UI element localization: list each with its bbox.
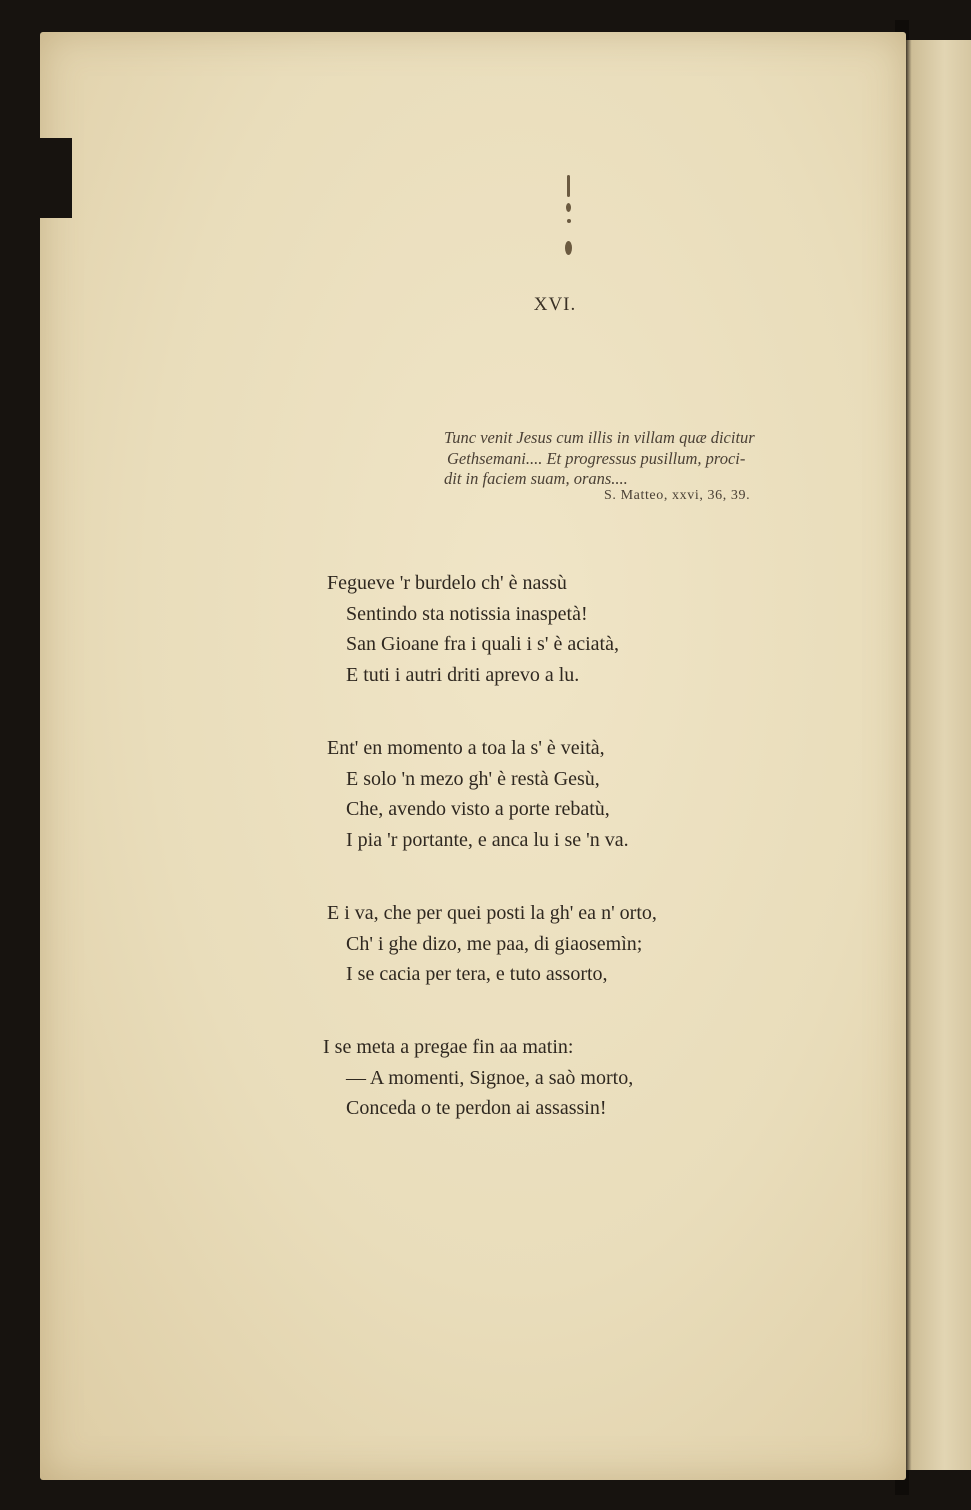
verse-line: Fegueve 'r burdelo ch' è nassù (327, 572, 567, 594)
verse-line: E solo 'n mezo gh' è restà Gesù, (346, 767, 600, 790)
verse-line: — A momenti, Signoe, a saò morto, (346, 1066, 634, 1089)
verse-line: Ent' en momento a toa la s' è veità, (327, 737, 605, 759)
stanza-2 (327, 733, 767, 855)
epigraph-line: dit in faciem suam, orans.... (444, 469, 628, 488)
verse-line: E tuti i autri driti aprevo a lu. (346, 663, 580, 686)
stanza-3 (327, 898, 767, 990)
epigraph (444, 428, 822, 490)
verse-line: I pia 'r portante, e anca lu i se 'n va. (346, 828, 629, 851)
epigraph-line: Gethsemani.... Et progressus pusillum, proci- (447, 448, 746, 468)
chapter-heading: XVI. (533, 294, 577, 315)
verse-line: I se cacia per tera, e tuto assorto, (346, 963, 608, 985)
stanza-1 (327, 568, 767, 690)
page-edge-notch (40, 138, 72, 218)
verse-line: E i va, che per quei posti la gh' ea n' orto, (327, 902, 657, 924)
verse-line: Conceda o te perdon ai assassin! (346, 1097, 607, 1119)
verse-line: Sentindo sta notissia inaspetà! (346, 602, 588, 625)
verse-line: I se meta a pregae fin aa matin: (323, 1036, 574, 1058)
verse-line: San Gioane fra i quali i s' è aciatà, (346, 633, 619, 655)
ink-ornament-icon (563, 175, 575, 260)
epigraph-line: Tunc venit Jesus cum illis in villam quæ dicitur (444, 428, 755, 447)
stanza-4 (323, 1032, 767, 1124)
facing-page-edge (905, 40, 971, 1470)
verse-line: Ch' i ghe dizo, me paa, di giaosemìn; (346, 932, 643, 955)
verse-line: Che, avendo visto a porte rebatù, (346, 798, 610, 820)
epigraph-attribution: S. Matteo, xxvi, 36, 39. (604, 488, 751, 503)
